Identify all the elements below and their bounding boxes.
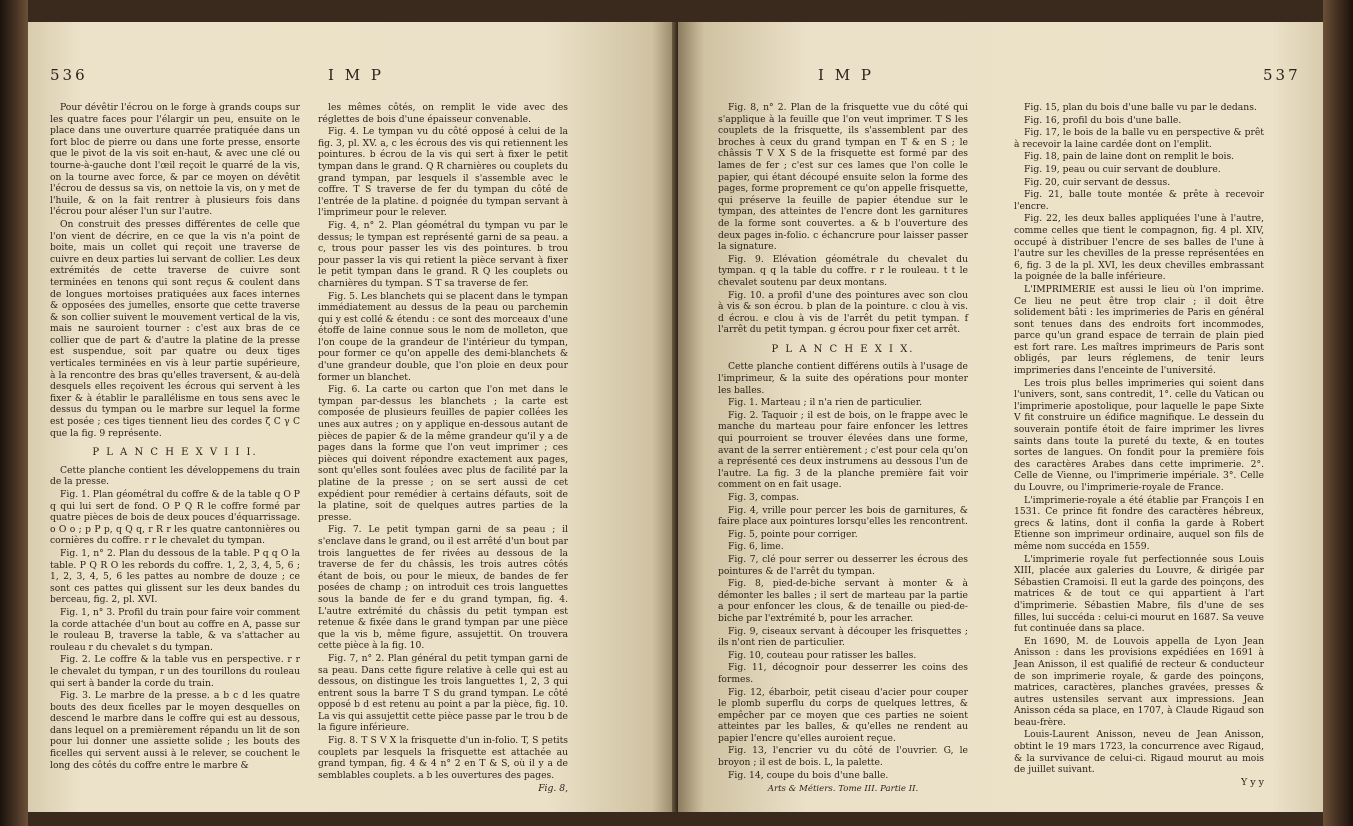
paragraph: Fig. 6, lime. — [728, 541, 784, 553]
paragraph: Fig. 1, n° 3. Profil du train pour faire voir comment la corde attachée d'un bout au coffre en A, passe sur le rouleau B, traverse la table, & va s'attacher au rouleau r du chevalet s du tympan. — [50, 606, 300, 653]
paragraph: Fig. 10, couteau pour ratisser les balles. — [728, 649, 917, 661]
paragraph: Fig. 5. Les blanchets qui se placent dans le tympan immédiatement au dessus de la peau ou parchemin qui y est collé & étendu : ce sont des morceaux d'une étoffe de laine connue sous le nom de molleton, que l'on coupe de la grandeur de l'intérieur du tympan, pour former ce qu'on appelle des demi-blanchets & d'une grandeur double, que l'on ploie en deux pour former un blanchet. — [318, 290, 568, 383]
paragraph: Fig. 6. La carte ou carton que l'on met dans le tympan par-dessus les blanchets ; la carte est composée de plusieurs feuilles de papier collées les unes aux autres ; on y applique en-dessous autant de pièces de papier & de la même grandeur qu'il y a de pages dans la forme que l'on veut imprimer ; ces pièces qui doivent répondre exactement aux pages, sont qu'elles sont foulées avec plus de facilité par la platine de la presse ; on se sert aussi de cet expédient pour remédier à certains défauts, soit de la platine, soit de quelques autres parties de la presse. — [318, 384, 568, 523]
book-edge-right — [1323, 0, 1353, 826]
paragraph: Fig. 21, balle toute montée & prête à recevoir l'encre. — [1014, 189, 1264, 212]
paragraph: Fig. 1. Plan géométral du coffre & de la table q O P q qui lui sert de fond. O P Q R le coffre formé par quatre pièces de bois de deux pouces d'équarrissage. o O o ; p P p, q Q q, r R r les quatre cantonnières ou cornières du coffre. r r le chevalet du tympan. — [50, 489, 300, 547]
left-page-number: 536 — [50, 66, 88, 84]
paragraph: Fig. 19, peau ou cuir servant de doublure. — [1024, 163, 1221, 175]
paragraph: On construit des presses différentes de celle que l'on vient de décrire, en ce que la vis n'a point de boite, mais un collet qui reçoit une traverse de cuivre en deux parties lui servant de collier. Les deux extrémités de cette traverse de cuivre sont terminées en tenons qui sont reçus & coulent dans de longues mortoises pratiquées aux faces internes & opposées des jumelles, ensorte que cette traverse & son collier suivent le mouvement vertical de la vis, mais ne sauroient tourner : c'est aux bras de ce collier que de part & d'autre la platine de la presse est suspendue, soit par quatre ou deux tiges verticales terminées en vis à leur partie supérieure, à la rencontre des bras qu'elles traversent, & au-delà desquels elles reçoivent les écrous qui servent à les fixer & à établir le parallélisme en tous sens avec le dessus du tympan ou le marbre sur lequel la forme est posée ; ces tiges tiennent lieu des cordes ζ C γ C que la fig. 9 représente. — [50, 218, 300, 439]
left-column-1 — [50, 102, 300, 772]
right-page-number: 537 — [1263, 66, 1301, 84]
left-page — [28, 22, 678, 812]
paragraph: L'imprimerie-royale a été établie par François I en 1531. Ce prince fit fondre des caractères hébreux, grecs & latins, dont il confia la garde à Robert Etienne son imprimeur ordinaire, auquel son fils de même nom succéda en 1559. — [1014, 494, 1264, 552]
paragraph: Fig. 16, profil du bois d'une balle. — [1024, 114, 1182, 126]
paragraph: Fig. 17, le bois de la balle vu en perspective & prêt à recevoir la laine cardée dont on l'emplit. — [1014, 127, 1264, 150]
paragraph: Fig. 5, pointe pour corriger. — [728, 528, 858, 540]
paragraph: Fig. 8. T S V X la frisquette d'un in-folio. T, S petits couplets par lesquels la frisquette est attachée au grand tympan, fig. 4 & 4 n° 2 en T & S, où il y a de semblables couplets. a b les ouvertures des pages. — [318, 735, 568, 781]
left-column-2 — [318, 102, 568, 796]
paragraph: Fig. 4, vrille pour percer les bois de garnitures, & faire place aux pointures lorsqu'elles les rencontrent. — [718, 504, 968, 528]
paragraph: Fig. 14, coupe du bois d'une balle. — [728, 769, 889, 781]
paragraph: Fig. 3. Le marbre de la presse. a b c d les quatre bouts des deux ficelles par le moyen desquelles on descend le marbre dans le coffre qui est au dessous, dans lequel on a premièrement répandu un lit de son pour lui donner une assiette solide ; les bouts des ficelles qui servent aussi à le relever, se couchent le long des côtés du coffre entre le marbre & — [50, 690, 300, 771]
paragraph: Fig. 13, l'encrier vu du côté de l'ouvrier. G, le broyon ; il est de bois. L, la palette. — [718, 745, 968, 769]
paragraph: Fig. 1. Marteau ; il n'a rien de particulier. — [728, 397, 922, 409]
paragraph: Fig. 3, compas. — [728, 492, 800, 503]
paragraph: Fig. 7, n° 2. Plan général du petit tympan garni de sa peau. Dans cette figure relative à celle qui est au dessous, on distingue les trois languettes 1, 2, 3 qui entrent sous la barre T S du grand tympan. Le côté opposé b d est retenu au point a par la pièce, fig. 10. La vis qui assujettit cette pièce passe par le trou b de la figure inférieure. — [318, 652, 568, 734]
paragraph: Pour dévêtir l'écrou on le forge à grands coups sur les quatre faces pour l'élargir un peu, ensuite on le place dans une ouverture quarrée pratiquée dans un fort bloc de pierre ou dans une forte presse, ensorte que le pivot de la vis soit en-haut, & avec une clé ou tourne-à-gauche dont l'œil reçoit le quarré de la vis, on la tourne avec force, & par ce moyen on dévêtit l'écrou de dessus sa vis, on nettoie la vis, on y met de l'huile, & on la fait rentrer à plusieurs fois dans l'écrou pour aléser l'un sur l'autre. — [50, 102, 300, 218]
paragraph: Les trois plus belles imprimeries qui soient dans l'univers, sont, sans contredit, 1°. celle du Vatican ou l'imprimerie apostolique, pour laquelle le pape Sixte V fit construire un édifice magnifique. Le dessein du souverain pontife étoit de faire imprimer les livres saints dans toute la pureté du texte, & en toutes sortes de langues. On fondit pour la première fois des caractères Arabes dans cette imprimerie. 2°. Celle de Vienne, ou l'imprimerie impériale. 3°. Celle du Louvre, ou l'imprimerie-royale de France. — [1014, 377, 1264, 493]
paragraph: Fig. 10. a profil d'une des pointures avec son clou à vis & son écrou. b plan de la pointure. c clou à vis. d écrou. e clou à vis de l'arrêt du petit tympan. f l'arrêt du petit tympan. g écrou pour fixer cet arrêt. — [718, 289, 968, 336]
paragraph: Fig. 2. Taquoir ; il est de bois, on le frappe avec le manche du marteau pour faire enfoncer les lettres qui pourroient se trouver élevées dans une forme, avant de la serrer entièrement ; c'est pour cela qu'on a représenté ces deux instrumens au dessous l'un de l'autre. La fig. 3 de la planche première fait voir comment on en fait usage. — [718, 409, 968, 491]
paragraph: Fig. 8, pied-de-biche servant à monter & à démonter les balles ; il sert de marteau par la partie a pour enfoncer les clous, & de tenaille ou pied-de-biche par l'extrémité b, pour les arracher. — [718, 578, 968, 624]
paragraph: Fig. 4. Le tympan vu du côté opposé à celui de la fig. 3, pl. XV. a, c les écrous des vis qui retiennent les pointures. b écrou de la vis qui sert à fixer le petit tympan dans le grand. Q R charnières ou couplets du grand tympan, par lesquels il s'assemble avec le coffre. T S traverse de fer du tympan du côté de l'entrée de la platine. d poignée du tympan servant à l'imprimeur pour le relever. — [318, 126, 568, 219]
paragraph: Fig. 18, pain de laine dont on remplit le bois. — [1024, 151, 1235, 163]
paragraph: les mêmes côtés, on remplit le vide avec des réglettes de bois d'une épaisseur convenable. — [318, 102, 568, 125]
right-running-head: I M P — [818, 66, 874, 84]
paragraph: L'IMPRIMERIE est aussi le lieu où l'on imprime. Ce lieu ne peut être trop clair ; il doit être solidement bâti : les imprimeries de Paris en général sont tenues dans des endroits fort incommodes, parce qu'un grand espace de terrain de plain pied est fort rare. Les maîtres imprimeurs de Paris sont obligés, par leurs réglemens, de tenir leurs imprimeries dans l'enceinte de l'université. — [1014, 283, 1264, 377]
signature-mark: Y y y — [1240, 776, 1264, 788]
paragraph: Fig. 20, cuir servant de dessus. — [1024, 176, 1171, 188]
paragraph: Fig. 11, décognoir pour desserrer les coins des formes. — [718, 662, 968, 685]
paragraph: Louis-Laurent Anisson, neveu de Jean Anisson, obtint le 19 mars 1723, la concurrence avec Rigaud, & la survivance de celui-ci. Rigaud mourut au mois de juillet suivant. — [1014, 729, 1264, 776]
paragraph: Fig. 2. Le coffre & la table vus en perspective. r r le chevalet du tympan, r un des tourillons du rouleau qui sert à bander la corde du train. — [50, 654, 300, 689]
paragraph: Fig. 7. Le petit tympan garni de sa peau ; il s'enclave dans le grand, ou il est arrêté d'un bout par trois languettes de fer rivées au dessous de la traverse de fer du châssis, les trois autres côtés étant de bois, ou pour le mieux, de bandes de fer posées de champ ; on introduit ces trois languettes sous la bande de fer e du grand tympan, fig. 4. L'autre extrémité du châssis du petit tympan est retenue & fixée dans le grand tympan par une pièce que la vis b, même figure, assujettit. On trouvera cette pièce à la fig. 10. — [318, 524, 568, 652]
left-running-head: I M P — [328, 66, 384, 84]
paragraph: Fig. 7, clé pour serrer ou desserrer les écrous des pointures & de l'arrêt du tympan. — [718, 553, 968, 577]
paragraph: Fig. 4, n° 2. Plan géométral du tympan vu par le dessus; le tympan est représenté garni de sa peau. a c, trous pour passer les vis des pointures. b trou pour passer la vis qui retient la pièce servant à fixer le petit tympan dans le grand. R Q les couplets ou charnières du tympan. S T sa traverse de fer. — [318, 219, 568, 289]
plate-title-xix: P L A N C H E X I X. — [771, 343, 915, 355]
paragraph: Fig. 9, ciseaux servant à découper les frisquettes ; ils n'ont rien de particulier. — [718, 625, 968, 649]
paragraph: En 1690, M. de Louvois appella de Lyon Jean Anisson : dans les provisions expédiées en 1691 à Jean Anisson, il est qualifié de recteur & conducteur de son imprimerie royale, & garde des poinçons, matrices, caractères, planches gravées, presses & autres ustensiles servant aux impressions. Jean Anisson céda sa place, en 1707, à Claude Rigaud son beau-frère. — [1014, 635, 1264, 728]
right-page — [678, 22, 1323, 812]
right-column-1 — [718, 102, 968, 797]
paragraph: Cette planche contient les développemens du train de la presse. — [50, 464, 300, 488]
paragraph: Fig. 15, plan du bois d'une balle vu par le dedans. — [1024, 102, 1257, 113]
right-column-2 — [1014, 102, 1264, 789]
paragraph: Fig. 1, n° 2. Plan du dessous de la table. P q q O la table. P Q R O les rebords du coffre. 1, 2, 3, 4, 5, 6 ; 1, 2, 3, 4, 5, 6 les pattes au nombre de douze ; ce sont ces pattes qui glissent sur les deux bandes du berceau, fig. 2, pl. XVI. — [50, 547, 300, 606]
plate-title-xviii: P L A N C H E X V I I I. — [92, 447, 258, 459]
paragraph: Fig. 8, n° 2. Plan de la frisquette vue du côté qui s'applique à la feuille que l'on veut imprimer. T S les couplets de la frisquette, ils s'assemblent par des broches à ceux du grand tympan en T & en S ; le châssis T V X S de la frisquette est formé par des lames de fer ; c'est sur ces lames que l'on colle le papier, qui étant découpé ensuite selon la forme des pages, forme proprement ce qu'on appelle frisquette, qui préserve la feuille de papier étendue sur le tympan, des atteintes de l'encre dont les garnitures de la forme sont couvertes. a & b l'ouverture des deux pages in-folio. c échancrure pour laisser passer la signature. — [718, 102, 968, 253]
paragraph: Cette planche contient différens outils à l'usage de l'imprimeur, & la suite des opérations pour monter les balles. — [718, 361, 968, 396]
paragraph: L'imprimerie royale fut perfectionnée sous Louis XIII, placée aux galeries du Louvre, & dirigée par Sébastien Cramoisi. Il eut la garde des poinçons, des matrices & de tout ce qui appartient à l'art d'imprimerie. Sébastien Mabre, fils d'une de ses filles, lui succéda : celui-ci mourut en 1687. Sa veuve fut continuée dans sa place. — [1014, 553, 1264, 635]
footer-caption: Arts & Métiers. Tome III. Partie II. — [767, 784, 919, 795]
paragraph: Fig. 22, les deux balles appliquées l'une à l'autre, comme celles que tient le compagnon, fig. 4 pl. XIV, occupé à distribuer l'encre de ses balles de l'une à l'autre sur les chevilles de la presse représentées en 6, fig. 3 de la pl. XVI, les deux chevilles embrassant la poignée de la balle inférieure. — [1014, 213, 1264, 283]
book-edge-left — [0, 0, 28, 826]
paragraph: Fig. 12, ébarboir, petit ciseau d'acier pour couper le plomb superflu du corps de quelques lettres, & empêcher par ce moyen que ces parties ne soient atteintes par les balles, & qu'elles ne rendent au papier l'encre qu'elles auroient reçue. — [718, 686, 968, 744]
paragraph: Fig. 9. Elévation géométrale du chevalet du tympan. q q la table du coffre. r r le rouleau. t t le chevalet soutenu par deux montans. — [718, 253, 968, 288]
catchword: Fig. 8, — [538, 783, 568, 795]
